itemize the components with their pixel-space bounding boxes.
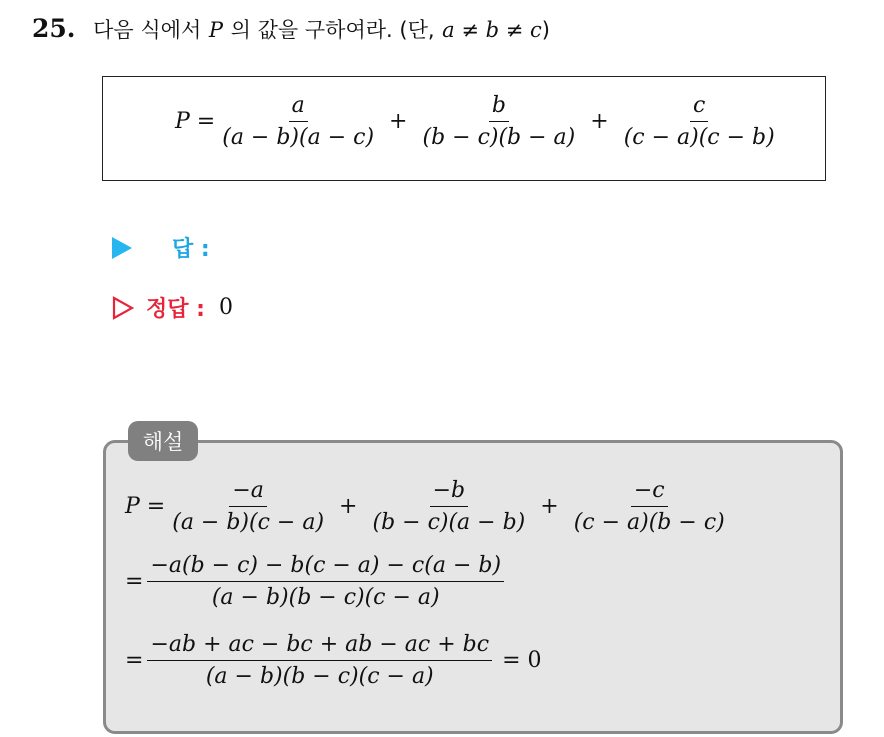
- correct-answer-label: 정답 :: [146, 297, 205, 322]
- formula-fraction-2: [419, 93, 578, 150]
- solution-line-3: [125, 632, 542, 689]
- equals-sign: =: [125, 569, 144, 594]
- question-condition: a ≠ b ≠ c: [442, 18, 542, 42]
- fraction-numerator: −c: [631, 478, 668, 507]
- fraction-numerator: a: [289, 93, 308, 122]
- solution-fraction-1: [169, 478, 327, 535]
- question-close: ): [541, 18, 550, 42]
- solution-line-2: [125, 553, 508, 610]
- fraction-denominator: (b − c)(b − a): [422, 125, 576, 150]
- answer-label: 답 :: [172, 237, 210, 262]
- solution-fraction-expanded: [147, 632, 492, 689]
- formula-fraction-1: [219, 93, 377, 150]
- fraction-numerator: b: [489, 93, 509, 122]
- solution-lhs: P =: [125, 494, 166, 519]
- fraction-numerator: −a(b − c) − b(c − a) − c(a − b): [147, 553, 504, 582]
- question-header: [32, 14, 550, 44]
- fraction-denominator: (a − b)(a − c): [222, 125, 375, 150]
- question-variable: P: [208, 18, 224, 42]
- question-text-2: 의 값을 구하여라. (단,: [230, 18, 435, 42]
- fraction-denominator: (c − a)(b − c): [573, 510, 725, 535]
- formula-lhs: P =: [175, 109, 216, 134]
- plus-sign: +: [540, 494, 559, 519]
- fraction-numerator: −ab + ac − bc + ab − ac + bc: [147, 632, 492, 661]
- solution-fraction-combined: [147, 553, 504, 610]
- question-text: 다음 식에서: [93, 18, 202, 42]
- fraction-numerator: −a: [229, 478, 267, 507]
- fraction-denominator: (c − a)(c − b): [623, 125, 775, 150]
- answer-row: [112, 232, 210, 263]
- play-triangle-icon: [112, 237, 132, 259]
- fraction-denominator: (a − b)(b − c)(c − a): [205, 664, 434, 689]
- correct-answer-value: 0: [218, 295, 233, 320]
- question-number: 25.: [32, 14, 76, 43]
- formula-box: [102, 76, 826, 181]
- fraction-denominator: (b − c)(a − b): [372, 510, 526, 535]
- equals-sign: =: [125, 648, 144, 673]
- plus-sign: +: [590, 109, 609, 134]
- outline-triangle-icon: [112, 296, 134, 320]
- formula-fraction-3: [621, 93, 778, 150]
- solution-tab: 해설: [128, 421, 198, 461]
- solution-fraction-3: [571, 478, 728, 535]
- fraction-numerator: c: [690, 93, 708, 122]
- plus-sign: +: [339, 494, 358, 519]
- correct-answer-row: [112, 292, 233, 323]
- solution-fraction-2: [369, 478, 528, 535]
- fraction-denominator: (a − b)(c − a): [172, 510, 325, 535]
- fraction-numerator: −b: [430, 478, 469, 507]
- plus-sign: +: [389, 109, 408, 134]
- fraction-denominator: (a − b)(b − c)(c − a): [211, 585, 440, 610]
- formula-equation: [175, 93, 782, 150]
- solution-result: = 0: [502, 648, 542, 673]
- solution-line-1: [125, 478, 732, 535]
